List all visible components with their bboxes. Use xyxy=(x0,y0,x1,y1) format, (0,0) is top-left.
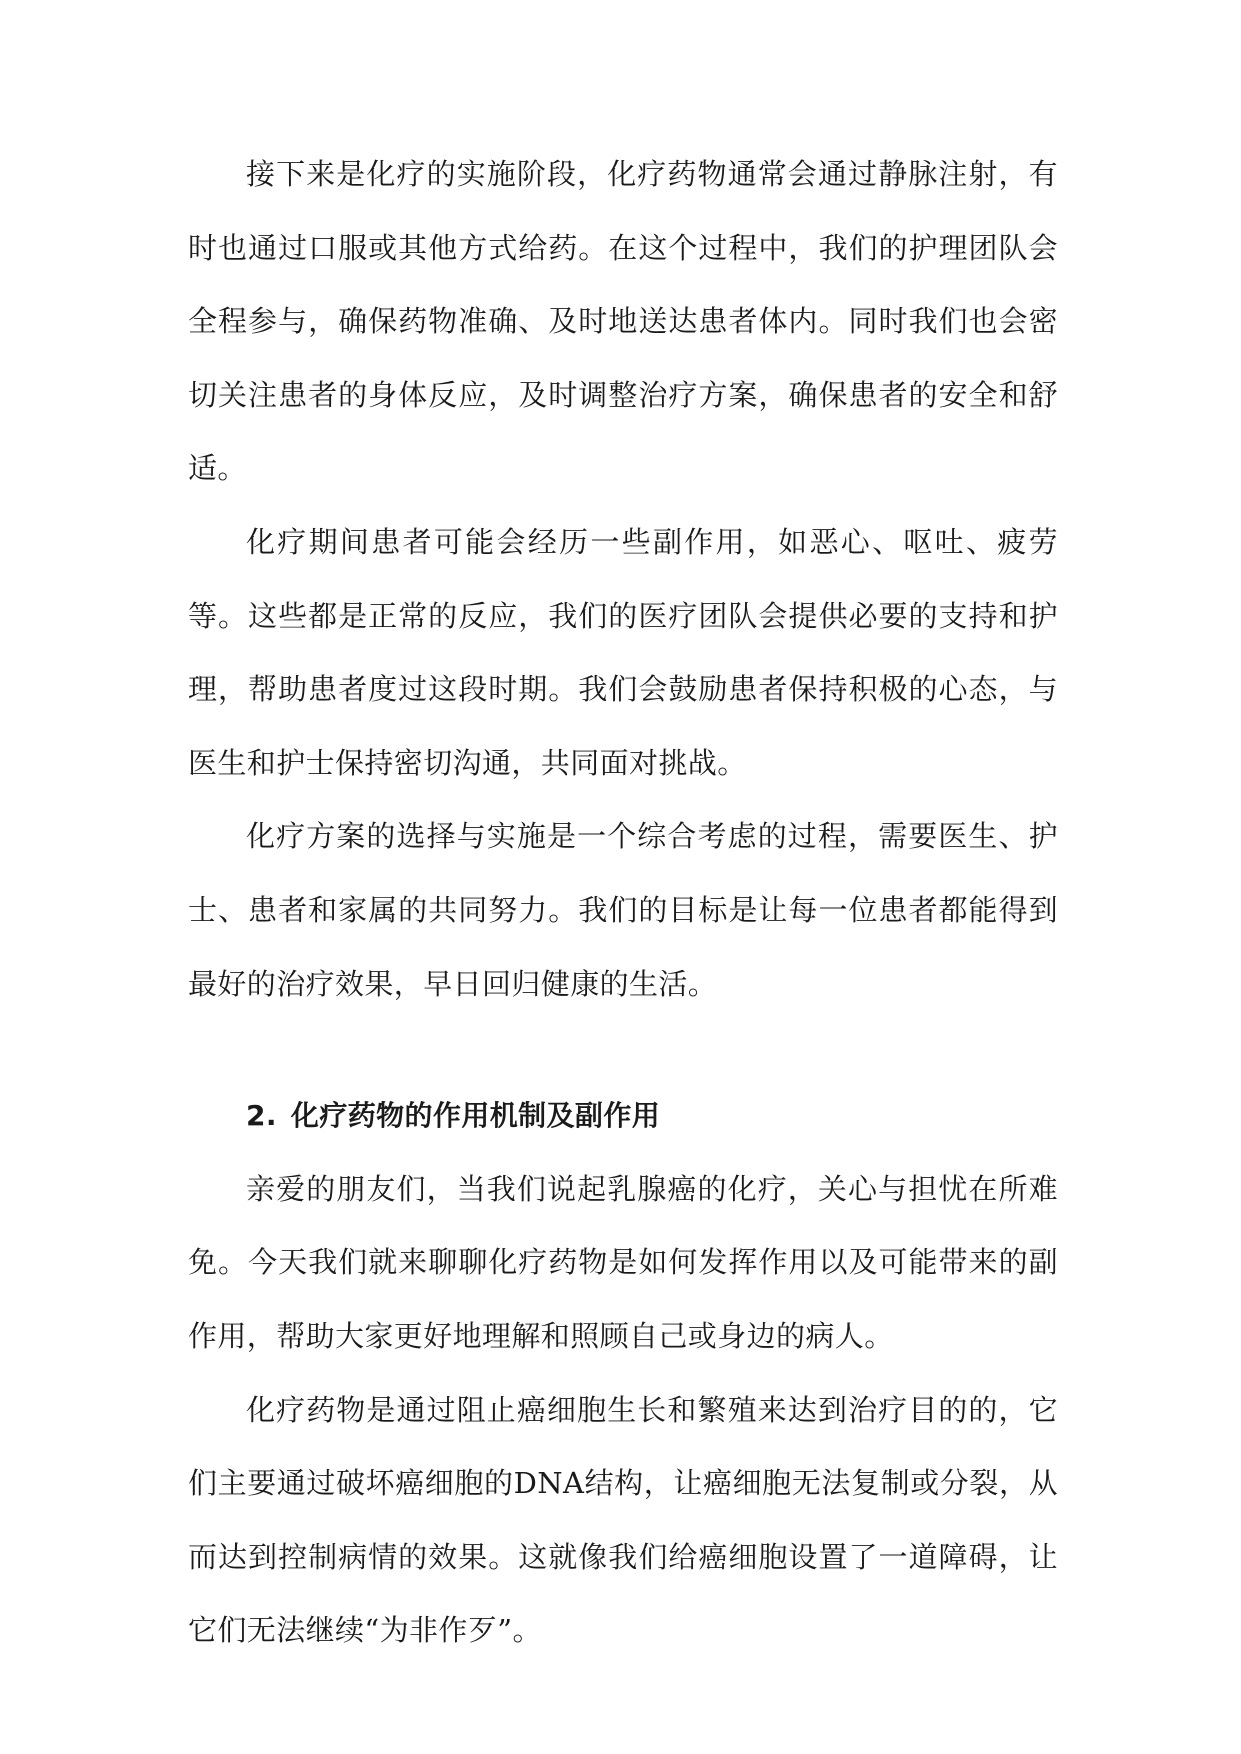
paragraph-treatment-goal: 化疗方案的选择与实施是一个综合考虑的过程，需要医生、护士、患者和家属的共同努力。我们的目标是让每一位患者都能得到最好的治疗效果，早日回归健康的生活。 xyxy=(188,819,1058,1001)
paragraph-chemo-implementation: 接下来是化疗的实施阶段，化疗药物通常会通过静脉注射，有时也通过口服或其他方式给药。在这个过程中，我们的护理团队会全程参与，确保药物准确、及时地送达患者体内。同时我们也会密切关注患者的身体反应，及时调整治疗方案，确保患者的安全和舒适。 xyxy=(188,157,1058,486)
section-title: 化疗药物的作用机制及副作用 xyxy=(290,1099,661,1133)
paragraph-mechanism: 化疗药物是通过阻止癌细胞生长和繁殖来达到治疗目的的，它们主要通过破坏癌细胞的DNA结构，让癌细胞无法复制或分裂，从而达到控制病情的效果。这就像我们给癌细胞设置了一道障碍，让它们无法继续“为非作歹”。 xyxy=(188,1392,1058,1648)
section-heading xyxy=(188,1079,1058,1153)
paragraph-side-effects-support: 化疗期间患者可能会经历一些副作用，如恶心、呕吐、疲劳等。这些都是正常的反应，我们的医疗团队会提供必要的支持和护理，帮助患者度过这段时期。我们会鼓励患者保持积极的心态，与医生和护士保持密切沟通，共同面对挑战。 xyxy=(188,524,1058,780)
paragraph-introduction: 亲爱的朋友们，当我们说起乳腺癌的化疗，关心与担忧在所难免。今天我们就来聊聊化疗药物是如何发挥作用以及可能带来的副作用，帮助大家更好地理解和照顾自己或身边的病人。 xyxy=(188,1171,1058,1353)
document-body xyxy=(188,138,1058,1668)
section-number: 2. xyxy=(246,1099,277,1133)
